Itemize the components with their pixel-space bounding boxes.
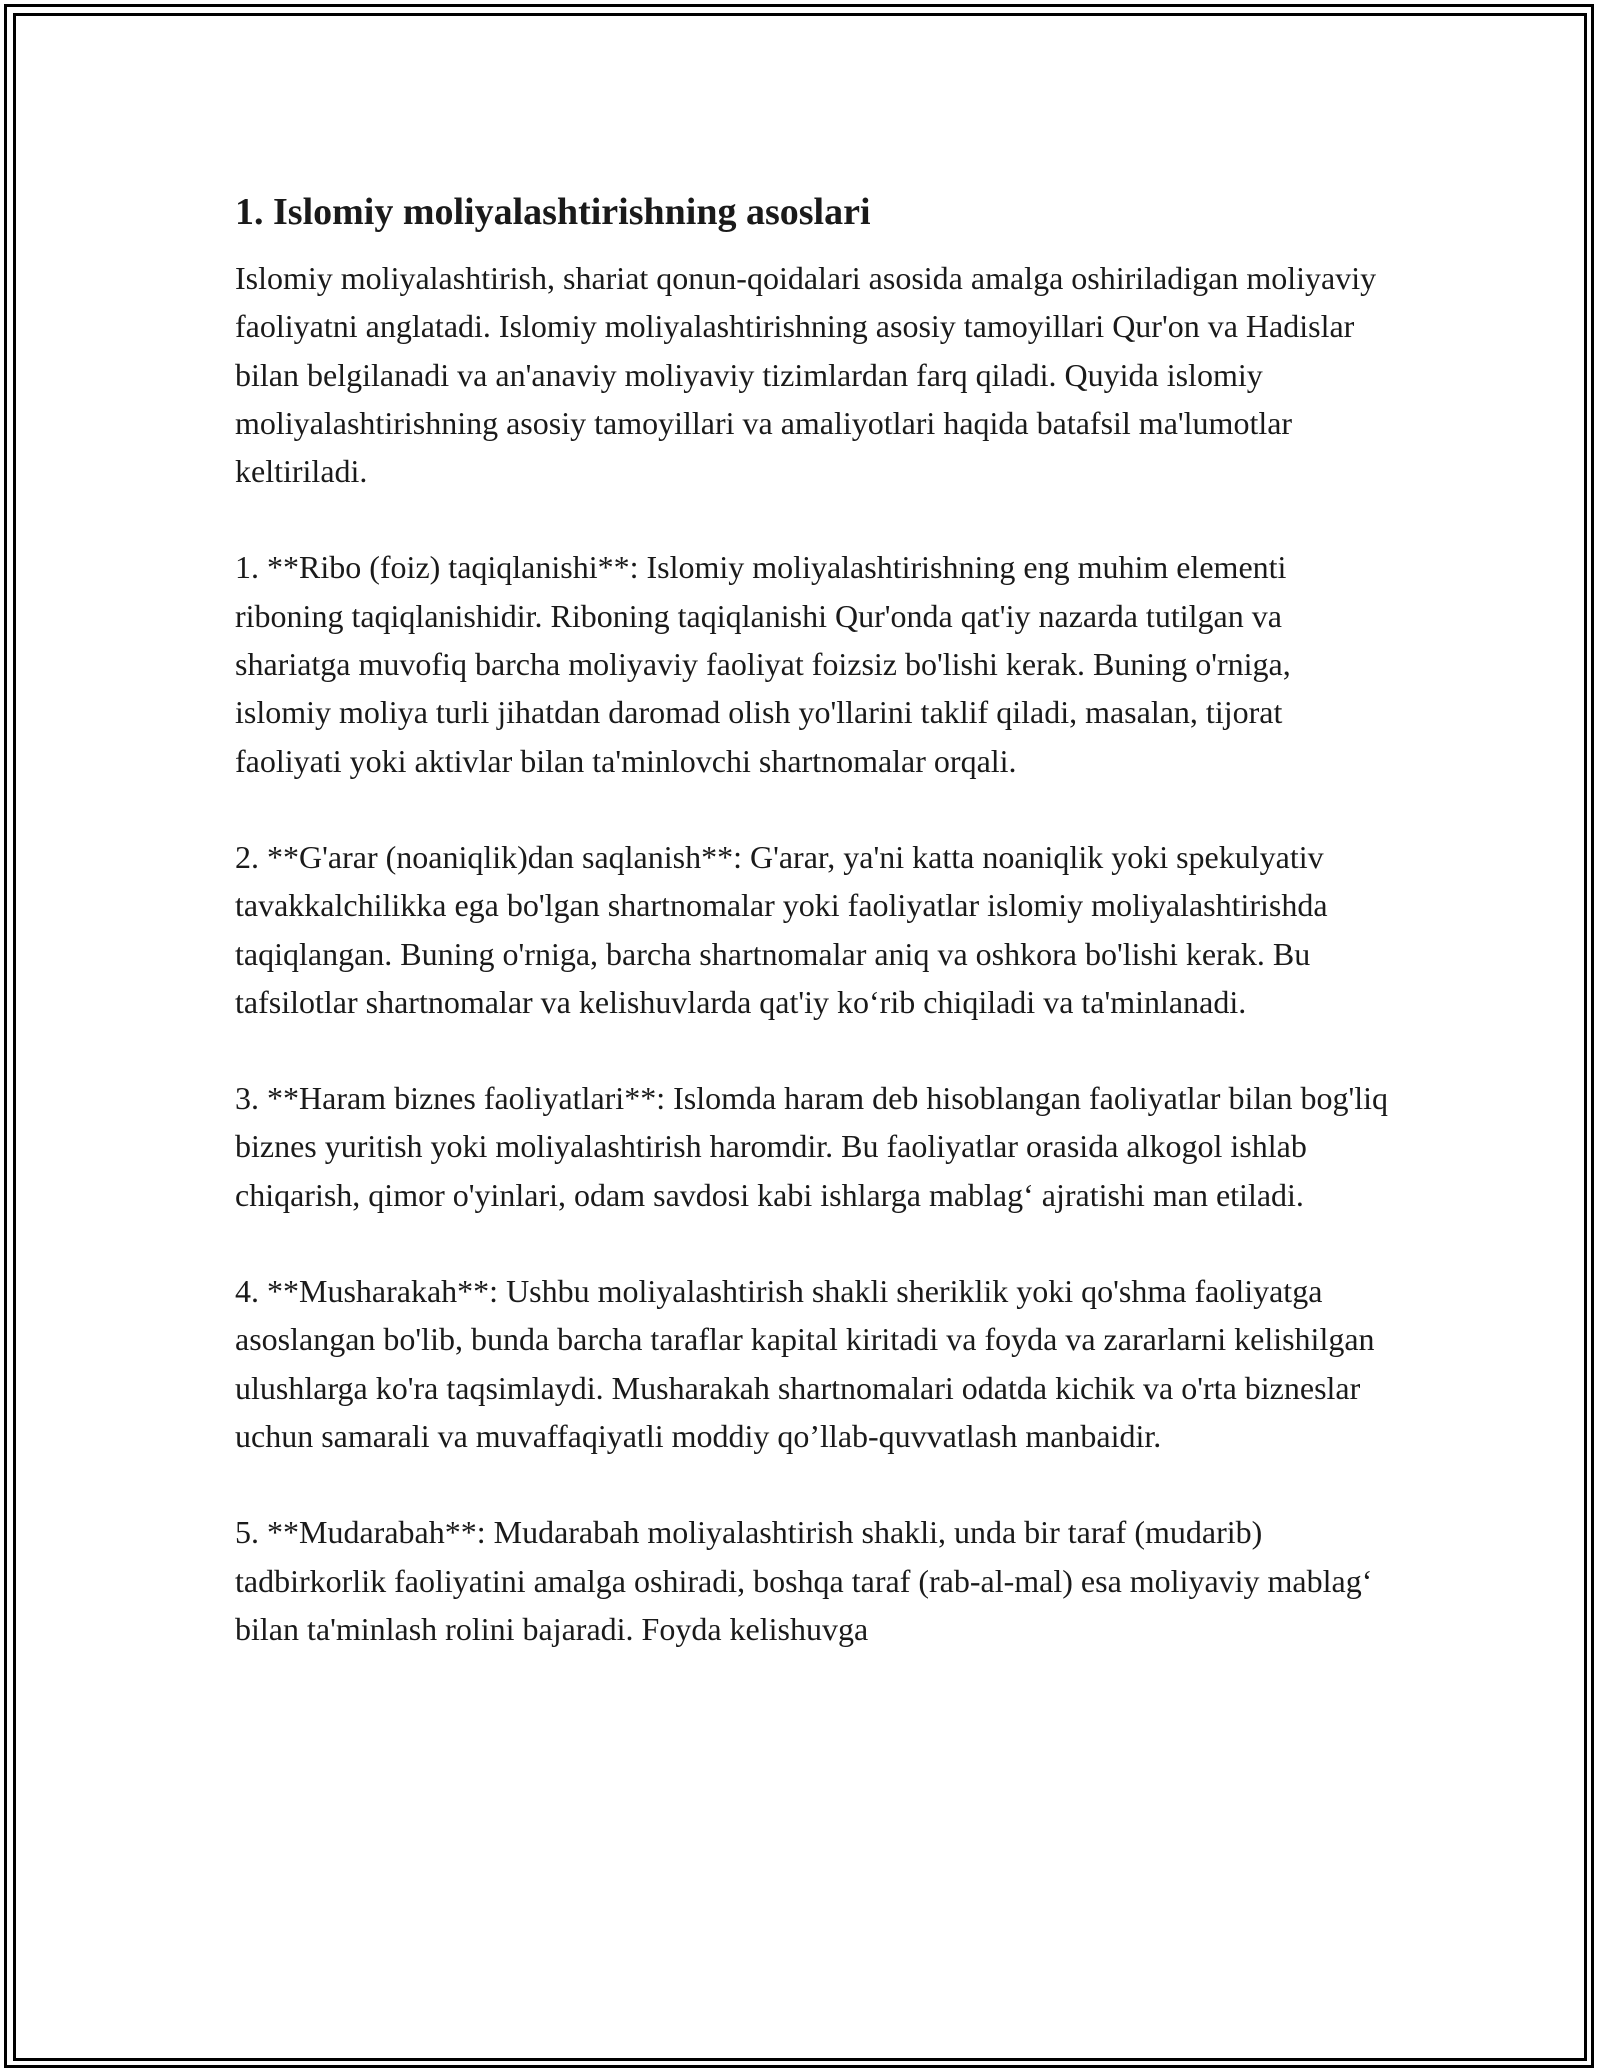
- paragraph-ribo: 1. **Ribo (foiz) taqiqlanishi**: Islomiy moliyalashtirishning eng muhim elementi riboning taqiqlanishidir. Riboning taqiqlanishi Qur'onda qat'iy nazarda tutilgan va shariatga muvofiq barcha moliyaviy faoliyat foizsiz bo'lishi kerak. Buning o'rniga, islomiy moliya turli jihatdan daromad olish yo'llarini taklif qiladi, masalan, tijorat faoliyati yoki aktivlar bilan ta'minlovchi shartnomalar orqali.: [235, 549, 1291, 779]
- paragraph-garar: 2. **G'arar (noaniqlik)dan saqlanish**: G'arar, ya'ni katta noaniqlik yoki spekulyativ tavakkalchilikka ega bo'lgan shartnomalar yoki faoliyatlar islomiy moliyalashtirishda taqiqlangan. Buning o'rniga, barcha shartnomalar aniq va oshkora bo'lishi kerak. Bu tafsilotlar shartnomalar va kelishuvlarda qat'iy ko‘rib chiqiladi va ta'minlanadi.: [235, 838, 1328, 1020]
- document-body: [235, 186, 1390, 1701]
- paragraph-haram: 3. **Haram biznes faoliyatlari**: Islomda haram deb hisoblangan faoliyatlar bilan bog'liq biznes yuritish yoki moliyalashtirish haromdir. Bu faoliyatlar orasida alkogol ishlab chiqarish, qimor o'yinlari, odam savdosi kabi ishlarga mablag‘ ajratishi man etiladi.: [235, 1080, 1388, 1213]
- paragraph-musharakah: 4. **Musharakah**: Ushbu moliyalashtirish shakli sheriklik yoki qo'shma faoliyatga asoslangan bo'lib, bunda barcha taraflar kapital kiritadi va foyda va zararlarni kelishilgan ulushlarga ko'ra taqsimlaydi. Musharakah shartnomalari odatda kichik va o'rta bizneslar uchun samarali va muvaffaqiyatli moddiy qo’llab-quvvatlash manbaidir.: [235, 1273, 1375, 1454]
- intro-paragraph: Islomiy moliyalashtirish, shariat qonun-qoidalari asosida amalga oshiriladigan moliyaviy faoliyatni anglatadi. Islomiy moliyalashtirishning asosiy tamoyillari Qur'on va Hadislar bilan belgilanadi va an'anaviy moliyaviy tizimlardan farq qiladi. Quyida islomiy moliyalashtirishning asosiy tamoyillari va amaliyotlari haqida batafsil ma'lumotlar keltiriladi.: [235, 260, 1377, 490]
- paragraph-mudarabah: 5. **Mudarabah**: Mudarabah moliyalashtirish shakli, unda bir taraf (mudarib) tadbirkorlik faoliyatini amalga oshiradi, boshqa taraf (rab-al-mal) esa moliyaviy mablag‘ bilan ta'minlash rolini bajaradi. Foyda kelishuvga: [235, 1514, 1373, 1647]
- section-title: 1. Islomiy moliyalashtirishning asoslari: [235, 191, 871, 233]
